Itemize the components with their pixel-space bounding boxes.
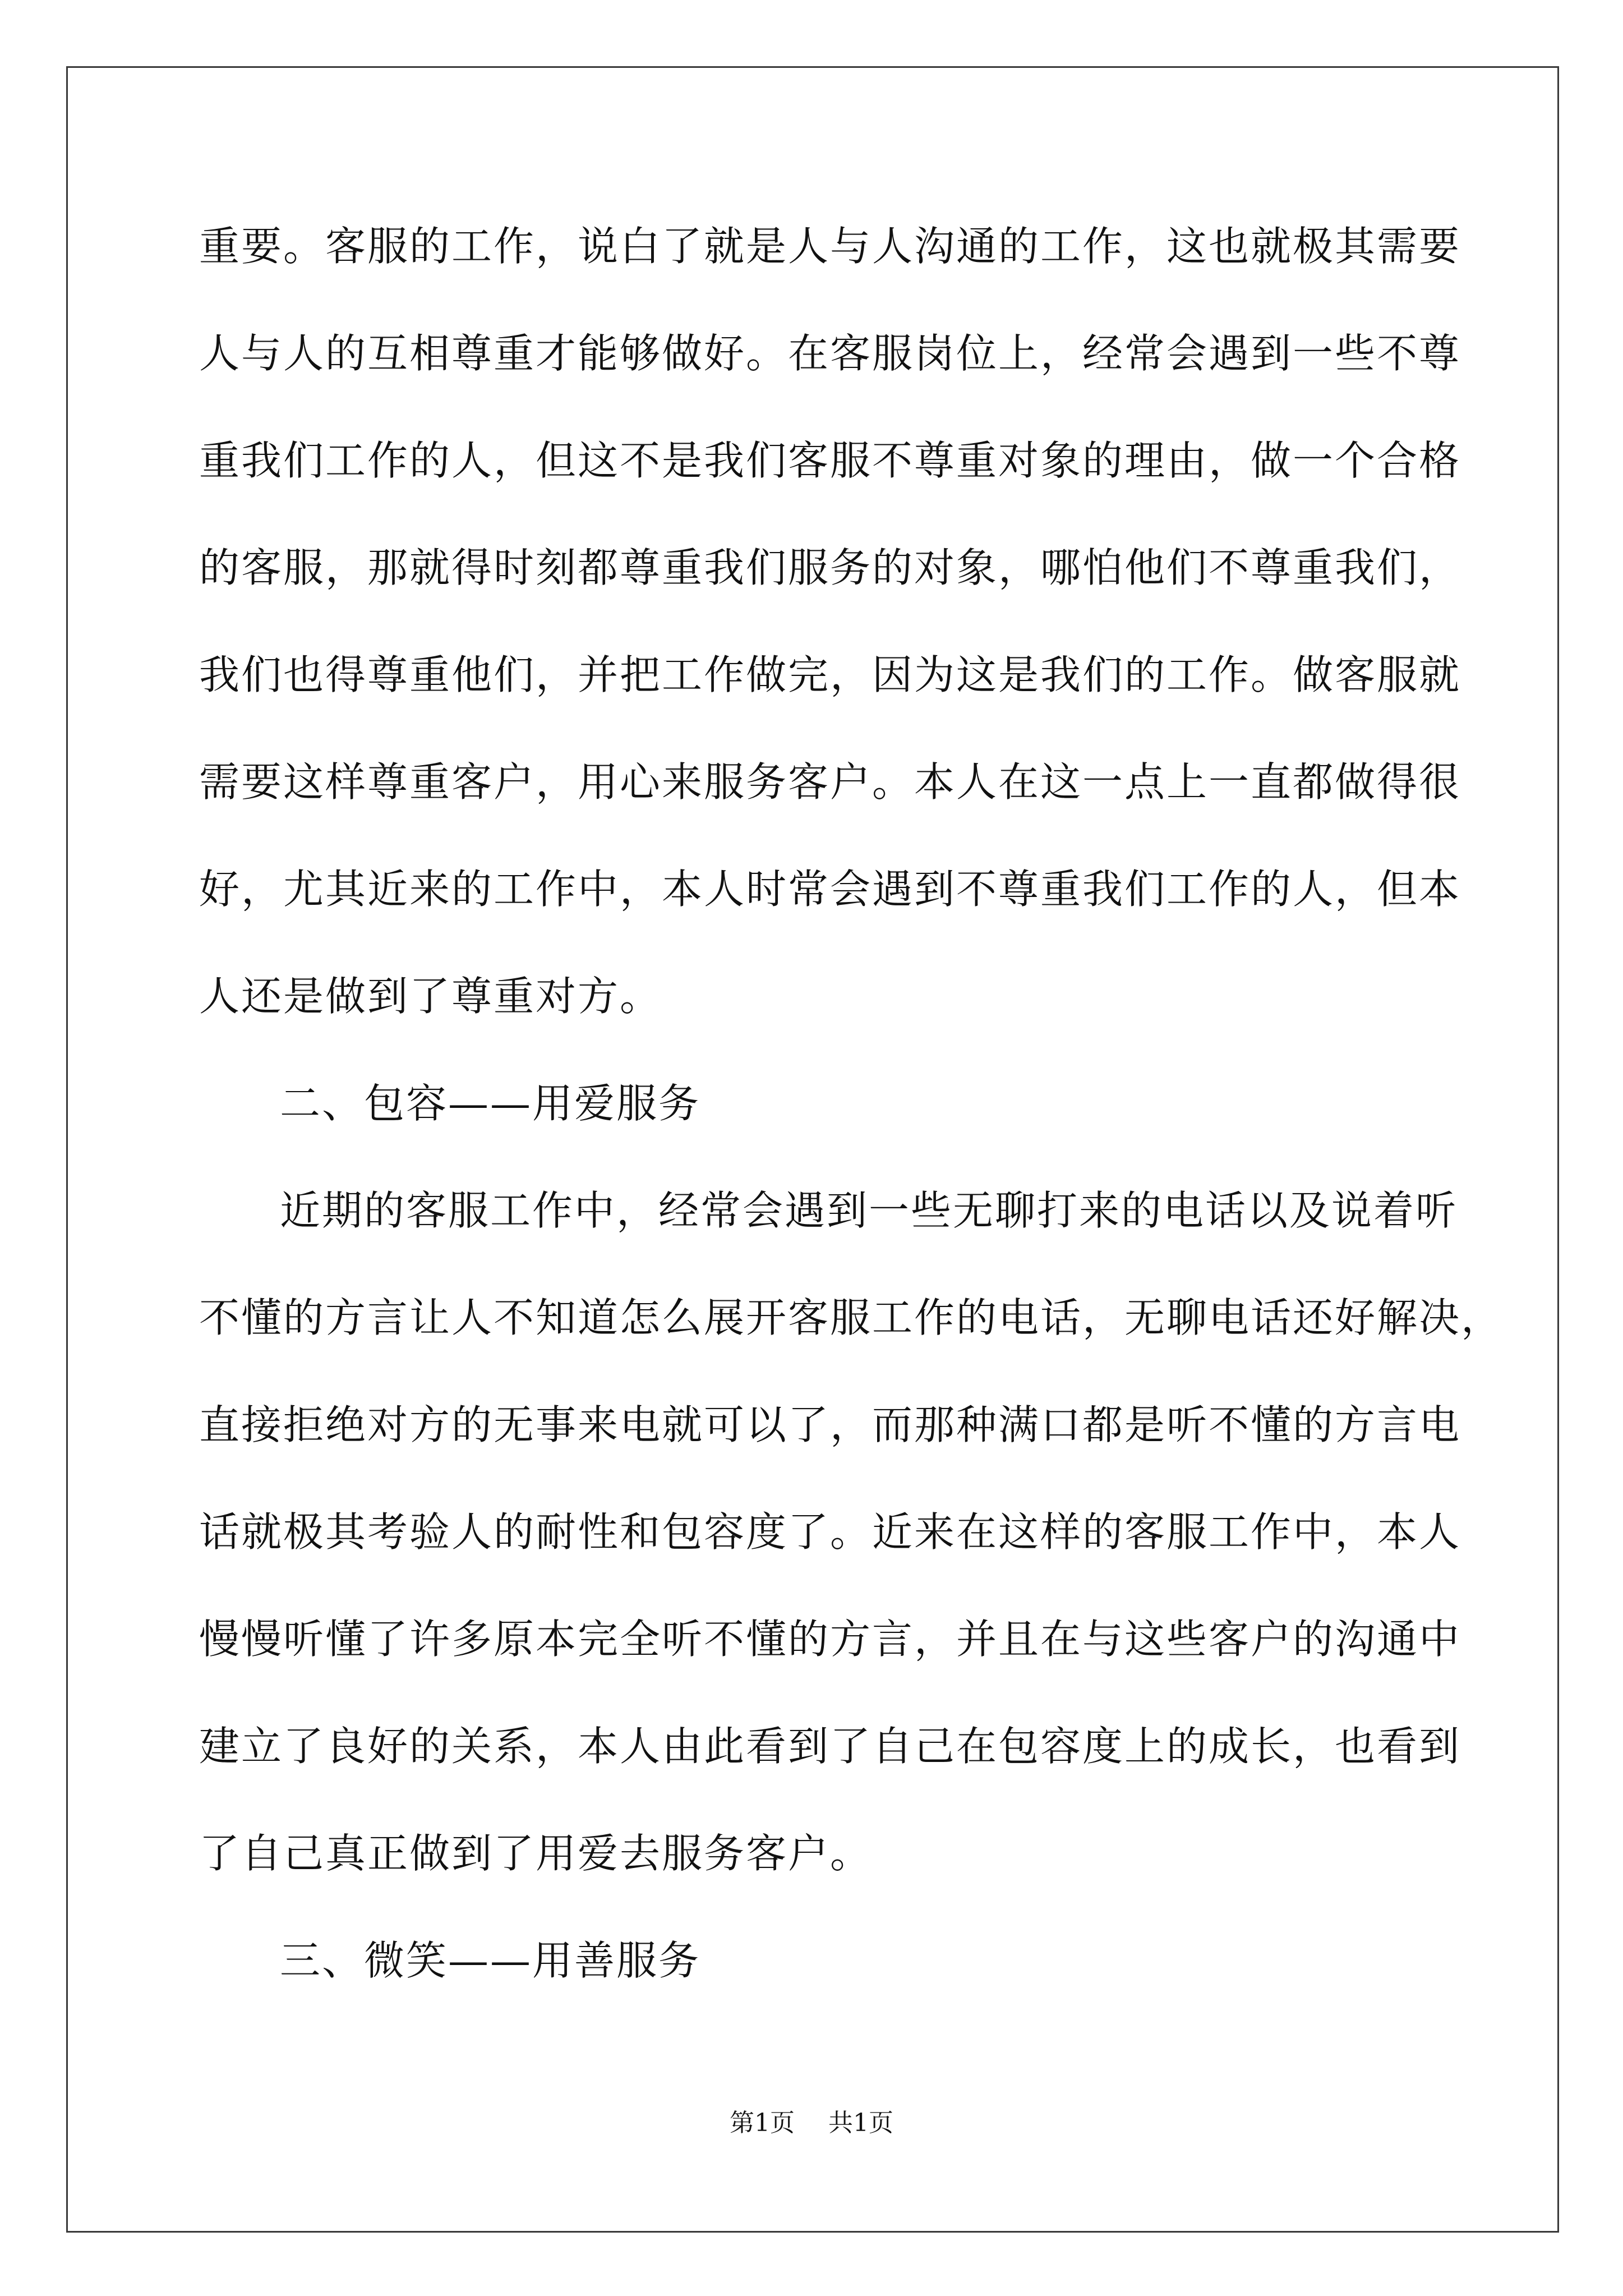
text-line: 话就极其考验人的耐性和包容度了。近来在这样的客服工作中，本人 xyxy=(199,1508,1461,1556)
text-line: 慢慢听懂了许多原本完全听不懂的方言，并且在与这些客户的沟通中 xyxy=(199,1616,1461,1663)
page-border xyxy=(66,66,1559,2233)
text-line: 好，尤其近来的工作中，本人时常会遇到不尊重我们工作的人，但本 xyxy=(199,866,1461,913)
page-count: 共1页 xyxy=(828,2109,893,2137)
page-number: 第1页 xyxy=(730,2109,795,2137)
text-line: 建立了良好的关系，本人由此看到了自己在包容度上的成长，也看到 xyxy=(199,1723,1461,1770)
text-line: 直接拒绝对方的无事来电就可以了，而那种满口都是听不懂的方言电 xyxy=(199,1401,1461,1448)
section-heading: 二、包容——用爱服务 xyxy=(280,1080,701,1127)
text-line: 重要。客服的工作，说白了就是人与人沟通的工作，这也就极其需要 xyxy=(199,223,1461,270)
text-line: 需要这样尊重客户，用心来服务客户。本人在这一点上一直都做得很 xyxy=(199,758,1461,806)
text-line: 人与人的互相尊重才能够做好。在客服岗位上，经常会遇到一些不尊 xyxy=(199,330,1461,377)
text-line: 了自己真正做到了用爱去服务客户。 xyxy=(199,1830,873,1877)
text-line: 人还是做到了尊重对方。 xyxy=(199,973,662,1020)
text-line: 重我们工作的人，但这不是我们客服不尊重对象的理由，做一个合格 xyxy=(199,437,1461,484)
page-footer xyxy=(0,2111,1623,2136)
text-line: 不懂的方言让人不知道怎么展开客服工作的电话，无聊电话还好解决， xyxy=(199,1294,1504,1341)
text-line: 我们也得尊重他们，并把工作做完，因为这是我们的工作。做客服就 xyxy=(199,651,1461,698)
section-heading: 三、微笑——用善服务 xyxy=(280,1937,701,1984)
text-line: 的客服，那就得时刻都尊重我们服务的对象，哪怕他们不尊重我们， xyxy=(199,544,1461,591)
text-line: 近期的客服工作中，经常会遇到一些无聊打来的电话以及说着听 xyxy=(280,1187,1458,1234)
